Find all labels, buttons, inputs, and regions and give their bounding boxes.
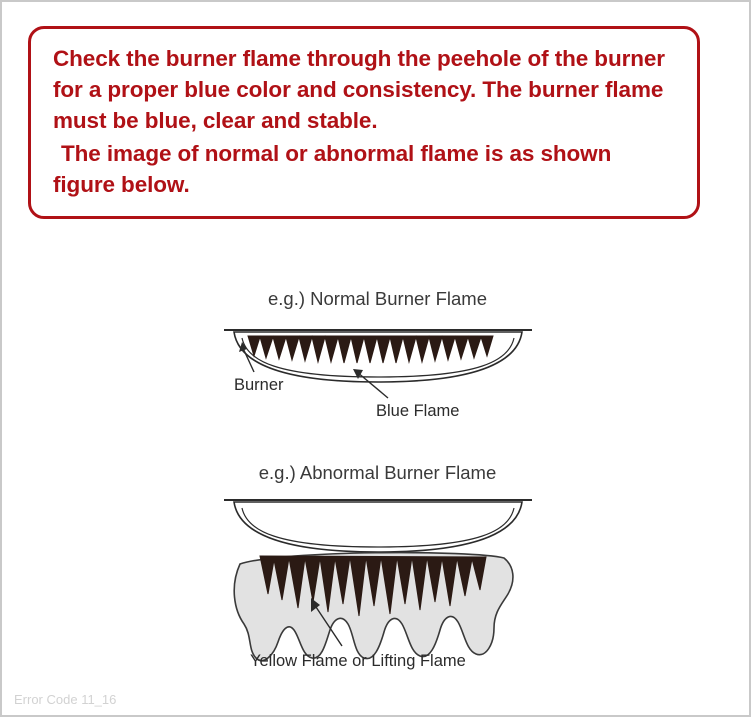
normal-flame-caption: e.g.) Normal Burner Flame	[268, 288, 487, 309]
blue-flame-label: Blue Flame	[376, 402, 460, 420]
abnormal-flame-caption: e.g.) Abnormal Burner Flame	[258, 462, 497, 483]
callout-paragraph-1: Check the burner flame through the peehole of the burner for a proper blue color and consistency. The burner flame must be blue, clear and stable.	[53, 46, 665, 134]
callout-paragraph-2: The image of normal or abnormal flame is as shown figure below.	[53, 141, 612, 198]
figure-illustration	[2, 264, 751, 694]
burner-label: Burner	[234, 376, 284, 394]
abnormal-burner-body	[234, 502, 522, 552]
warning-callout	[28, 26, 700, 219]
yellow-flame-label: Yellow Flame or Lifting Flame	[250, 652, 466, 670]
burner-flame-figure	[2, 264, 751, 694]
error-code-footer: Error Code 11_16	[14, 692, 117, 707]
